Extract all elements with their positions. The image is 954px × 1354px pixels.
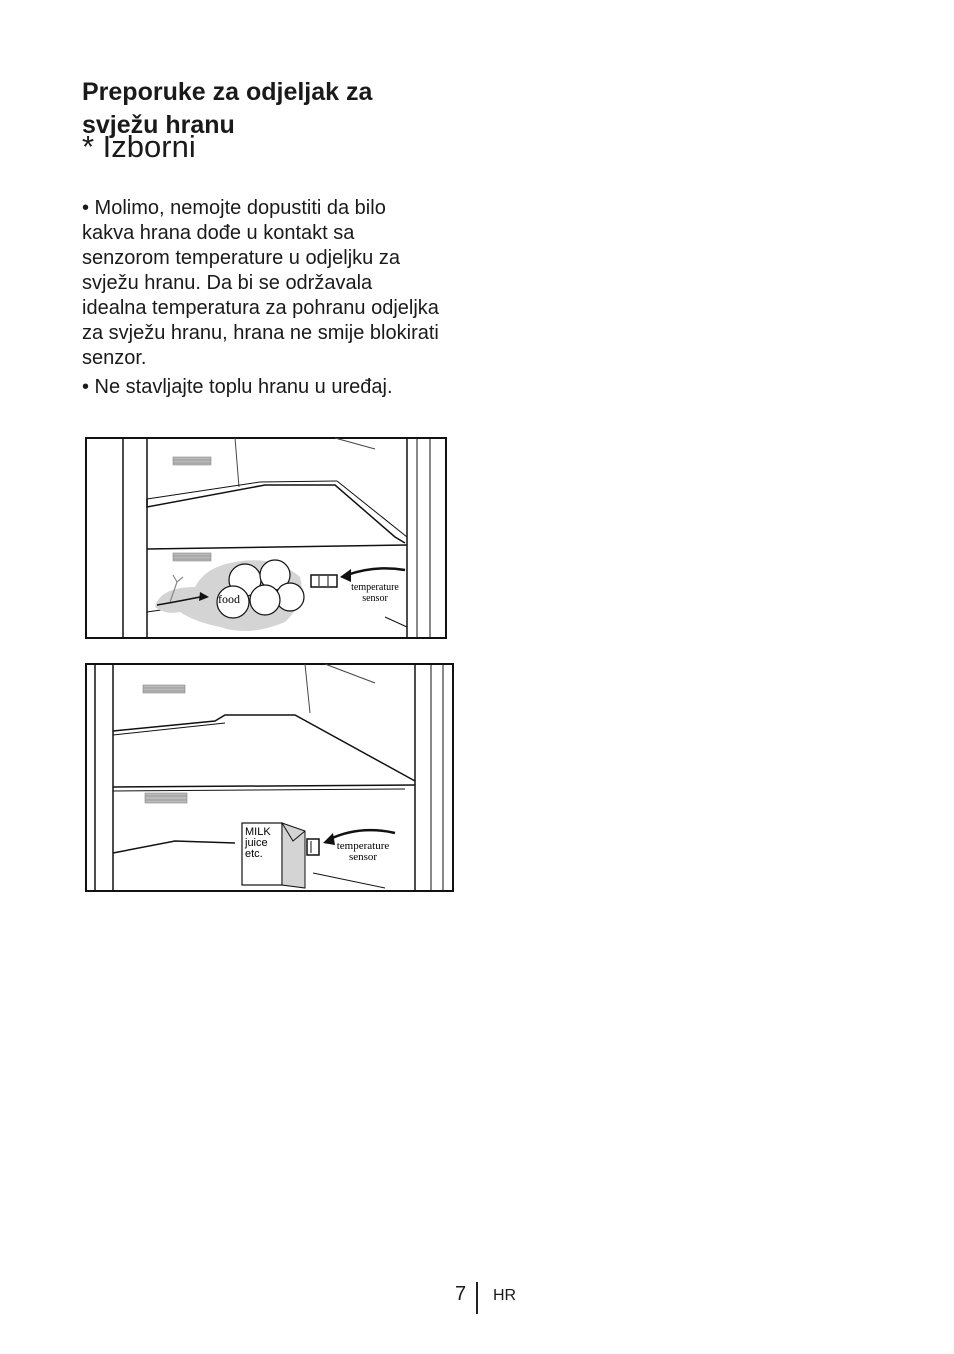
temperature-sensor-icon (311, 575, 337, 587)
footer-divider (476, 1282, 478, 1314)
vent-icon (173, 553, 211, 561)
section-heading: Preporuke za odjeljak za svježu hranu (82, 78, 373, 139)
vent-icon (143, 685, 185, 693)
bullet-warm-food: • Ne stavljajte toplu hranu u uređaj. (82, 376, 393, 398)
carton-label-line3: etc. (245, 848, 263, 860)
milk-carton-icon (242, 823, 305, 888)
vent-icon (173, 457, 211, 465)
sensor-label-line1: temperature (351, 582, 399, 593)
page-number: 7 (455, 1283, 467, 1305)
vent-icon (145, 793, 187, 803)
temperature-sensor-icon (307, 839, 319, 855)
optional-subheading: * Izborni (82, 129, 196, 164)
carton-label-line1: MILK (245, 826, 271, 838)
bullet-sensor-contact: • Molimo, nemojte dopustiti da bilo kakva hrana dođe u kontakt sa senzorom temperature u odjeljku za svježu hranu. Da bi se održavala idealna temperatura za pohranu odjeljka za svježu hranu, hrana ne smije blokirati senzor. (82, 197, 439, 369)
figure-carton-near-sensor (85, 663, 454, 892)
figure-food-near-sensor (85, 437, 447, 639)
sensor-label-line1: temperature (336, 840, 390, 852)
food-label: food (218, 592, 240, 606)
carton-label-line2: juice (245, 837, 268, 849)
sensor-label-line2: sensor (348, 851, 378, 863)
instructions-text (82, 196, 442, 404)
language-code: HR (493, 1287, 517, 1304)
sensor-label-line2: sensor (362, 593, 388, 604)
